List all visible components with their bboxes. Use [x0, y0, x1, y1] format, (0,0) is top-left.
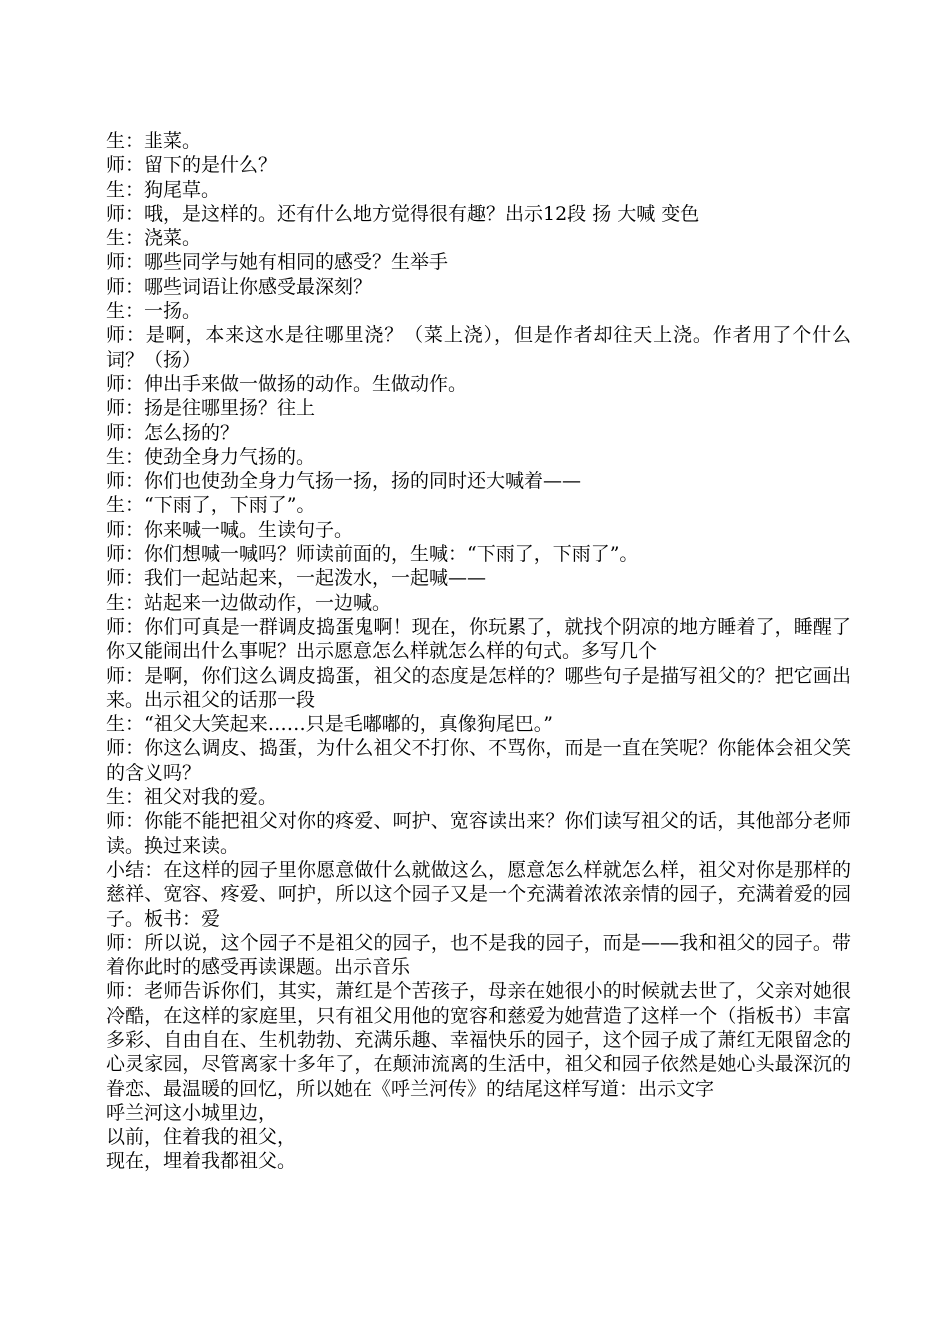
- paragraph-20: 师：你们可真是一群调皮捣蛋鬼啊！现在，你玩累了，就找个阴凉的地方睡着了，睡醒了你又能闹出什么事呢？出示愿意怎么样就怎么样的句式。多写几个: [106, 615, 851, 663]
- paragraph-26: 小结：在这样的园子里你愿意做什么就做这么，愿意怎么样就怎么样，祖父对你是那样的慈祥、宽容、疼爱、呵护，所以这个园子又是一个充满着浓浓亲情的园子，充满着爱的园子。板书：爱: [106, 858, 851, 930]
- paragraph-24: 生：祖父对我的爱。: [106, 786, 278, 809]
- paragraph-4: 师：哦，是这样的。还有什么地方觉得很有趣？出示12段 扬 大喊 变色: [106, 202, 700, 225]
- poem-line-2: 以前，住着我的祖父，: [106, 1126, 297, 1149]
- paragraph-22: 生：“祖父大笑起来……只是毛嘟嘟的，真像狗尾巴。”: [106, 713, 553, 736]
- paragraph-27: 师：所以说，这个园子不是祖父的园子，也不是我的园子，而是——我和祖父的园子。带着你此时的感受再读课题。出示音乐: [106, 931, 851, 979]
- paragraph-2: 师：留下的是什么？: [106, 154, 278, 177]
- paragraph-7: 师：哪些词语让你感受最深刻？: [106, 275, 373, 298]
- paragraph-15: 生：“下雨了，下雨了”。: [106, 494, 316, 517]
- lesson-transcript: [106, 129, 851, 1174]
- paragraph-28: 师：老师告诉你们，其实，萧红是个苦孩子，母亲在她很小的时候就去世了，父亲对她很冷酷，在这样的家庭里，只有祖父用他的宽容和慈爱为她营造了这样一个（指板书）丰富多彩、自由自在、生机勃勃、充满乐趣、幸福快乐的园子，这个园子成了萧红无限留念的心灵家园，尽管离家十多年了，在颠沛流离的生活中，祖父和园子依然是她心头最深沉的眷恋、最温暖的回忆，所以她在《呼兰河传》的结尾这样写道：出示文字: [106, 980, 851, 1100]
- paragraph-25: 师：你能不能把祖父对你的疼爱、呵护、宽容读出来？你们读写祖父的话，其他部分老师读。换过来读。: [106, 810, 851, 857]
- paragraph-12: 师：怎么扬的？: [106, 421, 240, 444]
- paragraph-19: 生：站起来一边做动作，一边喊。: [106, 591, 392, 614]
- poem-line-3: 现在，埋着我都祖父。: [106, 1150, 297, 1173]
- paragraph-3: 生：狗尾草。: [106, 178, 221, 201]
- paragraph-6: 师：哪些同学与她有相同的感受？生举手: [106, 251, 449, 274]
- paragraph-10: 师：伸出手来做一做扬的动作。生做动作。: [106, 372, 468, 395]
- paragraph-8: 生：一扬。: [106, 300, 202, 323]
- poem-line-1: 呼兰河这小城里边，: [106, 1101, 278, 1124]
- paragraph-16: 师：你来喊一喊。生读句子。: [106, 518, 354, 541]
- paragraph-11: 师：扬是往哪里扬？往上: [106, 397, 316, 420]
- paragraph-9: 师：是啊，本来这水是往哪里浇？（菜上浇），但是作者却往天上浇。作者用了个什么词？（扬）: [106, 324, 851, 371]
- paragraph-1: 生：韭菜。: [106, 130, 202, 152]
- paragraph-13: 生：使劲全身力气扬的。: [106, 445, 316, 468]
- paragraph-5: 生：浇菜。: [106, 227, 202, 250]
- paragraph-18: 师：我们一起站起来，一起泼水，一起喊——: [106, 567, 487, 590]
- paragraph-23: 师：你这么调皮、捣蛋，为什么祖父不打你、不骂你，而是一直在笑呢？你能体会祖父笑的含义吗？: [106, 737, 851, 784]
- paragraph-17: 师：你们想喊一喊吗？师读前面的，生喊：“下雨了，下雨了”。: [106, 543, 639, 566]
- paragraph-21: 师：是啊，你们这么调皮捣蛋，祖父的态度是怎样的？哪些句子是描写祖父的？把它画出来。出示祖父的话那一段: [106, 664, 851, 711]
- paragraph-14: 师：你们也使劲全身力气扬一扬，扬的同时还大喊着——: [106, 470, 582, 493]
